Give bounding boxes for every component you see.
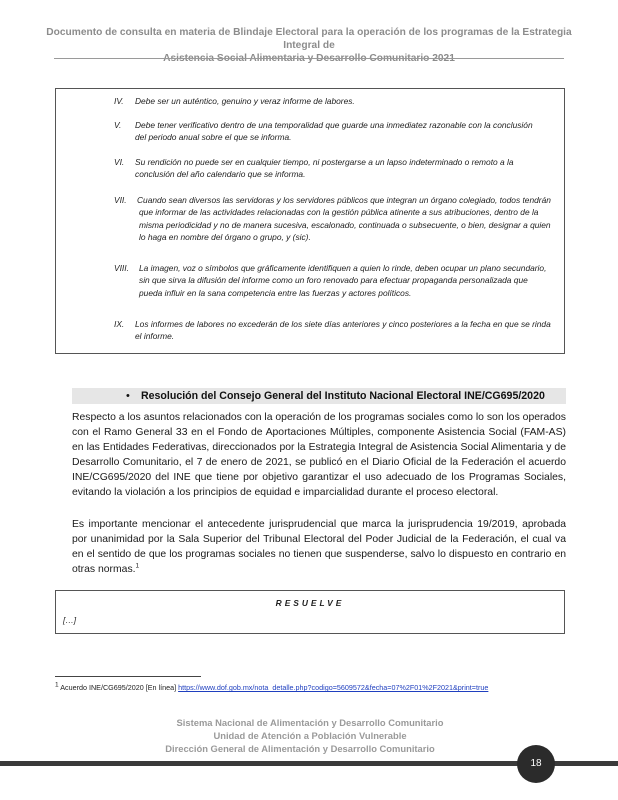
document-footer xyxy=(150,716,470,755)
item-number: IV. xyxy=(114,96,124,106)
item-text-line: misma periodicidad y no de manera sucesiva, escalonado, continuada o subsecuente, o bien, designar a quien xyxy=(139,219,551,230)
paragraph-1: Respecto a los asuntos relacionados con la operación de los programas sociales como lo son los operados con el Ramo General 33 en el Fondo de Aportaciones Múltiples, componente Asistencia Social (FAM-AS) en las Entidades Federativas, direccionados por la Estrategia Integral de Asistencia Social Alimentaria y de Desarrollo Comunitario, el 7 de enero de 2021, se publicó en el Diario Oficial de la Federación el acuerdo INE/CG695/2020 del INE que tiene por objetivo garantizar el uso adecuado de los Programas Sociales, evitando la violación a los principios de equidad e imparcialidad durante el proceso electoral. xyxy=(72,412,566,499)
paragraph-2-text: Es importante mencionar el antecedente jurisprudencial que marca la jurisprudencia 19/2019, aprobada por unanimidad por la Sala Superior del Tribunal Electoral del Poder Judicial de la Federación, el cual va en el sentido de que los programas sociales no tienen que suspenderse, salvo lo dispuesto en contrario en otras normas. xyxy=(72,519,566,576)
footnote-number: 1 xyxy=(55,681,59,689)
footer-line-3: Dirección General de Alimentación y Desarrollo Comunitario xyxy=(165,743,435,754)
footer-line-1: Sistema Nacional de Alimentación y Desarrollo Comunitario xyxy=(176,717,444,728)
item-number: VI. xyxy=(114,157,125,167)
resuelve-box xyxy=(55,590,565,634)
page-number: 18 xyxy=(517,745,555,783)
footnote xyxy=(55,683,488,692)
item-number: V. xyxy=(114,120,122,130)
item-text-line: sin que sirva la difusión del informe como un foro renovado para efectuar propaganda personalizada que xyxy=(139,275,528,286)
bullet-icon: • xyxy=(126,390,130,402)
item-text-line: pueda influir en la sana competencia entre las fuerzas y actores políticos. xyxy=(139,287,412,298)
paragraph-2 xyxy=(72,517,566,577)
item-text-line: Los informes de labores no excederán de los siete días anteriores y cinco posteriores a la fecha en que se rinda xyxy=(135,319,551,329)
item-text-line: La imagen, voz o símbolos que gráficamente identifiquen a quien lo rinde, deben ocupar un plano secundario, xyxy=(139,263,547,273)
item-text: Debe ser un auténtico, genuino y veraz informe de labores. xyxy=(135,96,355,106)
footnote-link[interactable]: https://www.dof.gob.mx/nota_detalle.php?codigo=5609572&fecha=07%2F01%2F2021&print=true xyxy=(178,683,489,692)
item-number: VII. xyxy=(114,195,127,205)
resuelve-title: RESUELVE xyxy=(275,598,345,608)
header-line-2: Asistencia Social Alimentaria y Desarrollo Comunitario 2021 xyxy=(163,53,455,64)
item-text-line: que informar de las actividades relacionadas con la gestión pública atinente a sus atribuciones, dentro de la xyxy=(139,207,539,218)
item-number: VIII. xyxy=(114,263,129,273)
resuelve-ellipsis: […] xyxy=(63,615,77,625)
footer-line-2: Unidad de Atención a Población Vulnerable xyxy=(213,730,407,741)
item-text-line: Su rendición no puede ser en cualquier tiempo, ni postergarse a un lapso indeterminado o remoto a la xyxy=(135,157,514,167)
header-divider xyxy=(54,58,564,59)
section-heading: Resolución del Consejo General del Instituto Nacional Electoral INE/CG695/2020 xyxy=(141,390,545,402)
item-text-line: conclusión del año calendario que se informa. xyxy=(135,169,306,180)
item-text-line: del periodo anual sobre el que se informa. xyxy=(135,132,292,143)
footnote-text: Acuerdo INE/CG695/2020 [En línea] xyxy=(58,683,179,692)
item-text-line: Debe tener verificativo dentro de una temporalidad que guarde una inmediatez razonable con la conclusión xyxy=(135,120,533,130)
footnote-reference[interactable]: 1 xyxy=(135,562,140,570)
item-text-line: Cuando sean diversos las servidoras y los servidores públicos que integran un órgano colegiado, todos tendrán xyxy=(137,195,551,205)
footnote-divider xyxy=(55,676,201,677)
header-line-1: Documento de consulta en materia de Blindaje Electoral para la operación de los programas de la Estrategia Integral de xyxy=(46,27,572,51)
item-number: IX. xyxy=(114,319,125,329)
item-text-line: el informe. xyxy=(135,331,175,342)
item-text-line: lo haga en nombre del órgano o grupo, y (sic). xyxy=(139,232,311,243)
document-header xyxy=(30,26,588,65)
